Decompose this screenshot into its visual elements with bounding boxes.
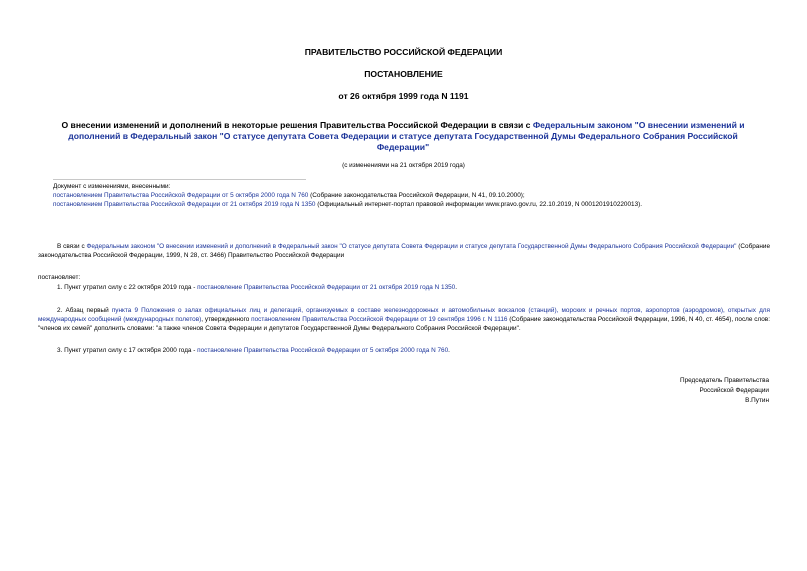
change-source: (Собрание законодательства Российской Федерации, N 41, 09.10.2000); bbox=[308, 192, 525, 199]
clause-1-tail: . bbox=[455, 284, 458, 291]
clause-3-tail: . bbox=[448, 347, 450, 354]
clause-3-prefix: 3. Пункт утратил силу с 17 октября 2000 года - bbox=[57, 347, 198, 354]
doc-date-number: от 26 октября 1999 года N 1191 bbox=[338, 91, 469, 101]
clause-3 bbox=[38, 346, 770, 355]
changes-item bbox=[53, 200, 783, 209]
separator-line bbox=[53, 179, 306, 180]
intro-prefix: В связи с bbox=[57, 243, 87, 250]
change-link-2000[interactable]: постановлением Правительства Российской Федерации от 5 октября 2000 года N 760 bbox=[53, 192, 309, 199]
intro-paragraph bbox=[38, 242, 770, 260]
clause-3-link[interactable]: постановление Правительства Российской Федерации от 5 октября 2000 года N 760 bbox=[197, 347, 449, 354]
clause-2-mid: , утвержденного bbox=[201, 316, 252, 323]
changes-block bbox=[53, 182, 783, 209]
clause-1-prefix: 1. Пункт утратил силу с 22 октября 2019 года - bbox=[57, 284, 198, 291]
intro-tail: (Собрание законодательства Российской Федерации, 1999, N 28, ст. 3466) Правительство Российской Федерации bbox=[38, 243, 771, 259]
doc-type: ПОСТАНОВЛЕНИЕ bbox=[364, 69, 443, 79]
clause-2-link-regulation[interactable]: пункта 9 Положения о залах официальных лиц и делегаций, организуемых в составе железнодорожных и автомобильных вокзалов (станций), морских и речных портов, аэропортов (аэродромов), открытых для международных сообщений (международных полетов) bbox=[38, 307, 770, 323]
edition-note: (с изменениями на 21 октября 2019 года) bbox=[342, 162, 465, 169]
signature-position: Председатель Правительства bbox=[680, 377, 769, 384]
intro-law-link[interactable]: Федеральным законом "О внесении изменений и дополнений в Федеральный закон "О статусе депутата Совета Федерации и статусе депутата Государственной Думы Федерального Собрания Российской Федерации" bbox=[86, 243, 737, 250]
clause-1 bbox=[38, 283, 770, 292]
signature-block bbox=[680, 376, 769, 406]
clause-1-link[interactable]: постановление Правительства Российской Федерации от 21 октября 2019 года N 1350 bbox=[197, 284, 456, 291]
title-prefix: О внесении изменений и дополнений в некоторые решения Правительства Российской Федерации в связи с bbox=[61, 120, 533, 130]
decides-label: постановляет: bbox=[38, 274, 81, 281]
org-name: ПРАВИТЕЛЬСТВО РОССИЙСКОЙ ФЕДЕРАЦИИ bbox=[304, 47, 503, 57]
changes-item bbox=[53, 191, 783, 200]
doc-title bbox=[46, 120, 760, 153]
changes-heading: Документ с изменениями, внесенными: bbox=[53, 183, 171, 190]
clause-2-link-resolution[interactable]: постановлением Правительства Российской Федерации от 19 сентября 1996 г. N 1116 bbox=[251, 316, 508, 323]
change-source: (Официальный интернет-портал правовой информации www.pravo.gov.ru, 22.10.2019, N 0001201910220013). bbox=[315, 201, 643, 208]
clause-2 bbox=[38, 306, 770, 333]
title-law-link[interactable]: Федеральным законом "О внесении изменений и дополнений в Федеральный закон "О статусе депутата Совета Федерации и статусе депутата Государственной Думы Федерального Собрания Российской Федерации" bbox=[68, 120, 745, 152]
clause-2-prefix: 2. Абзац первый bbox=[57, 307, 112, 314]
signature-name: В.Путин bbox=[745, 397, 769, 404]
clause-2-tail: (Собрание законодательства Российской Федерации, 1996, N 40, ст. 4654), после слов: "членов их семей" дополнить словами: "а также членов Совета Федерации и депутатов Государственной Думы Федерального Собрания Российской Федерации". bbox=[38, 316, 770, 332]
change-link-2019[interactable]: постановлением Правительства Российской Федерации от 21 октября 2019 года N 1350 bbox=[53, 201, 316, 208]
signature-country: Российской Федерации bbox=[699, 387, 769, 394]
